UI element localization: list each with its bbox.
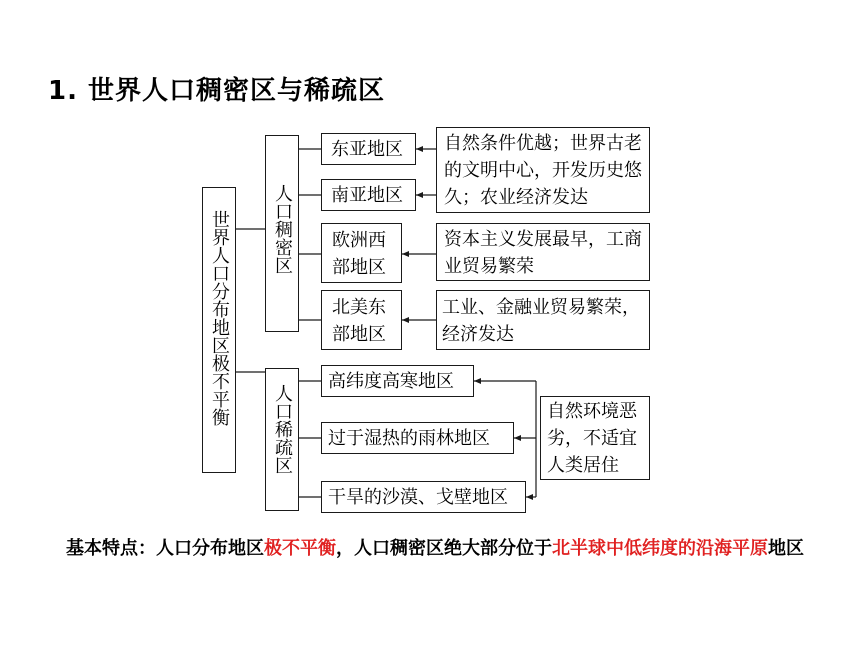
summary-prefix: 基本特点：人口分布地区 bbox=[66, 538, 264, 559]
reason-sparse bbox=[540, 396, 650, 480]
region-label: 高纬度高寒地区 bbox=[328, 371, 454, 392]
region-high-latitude bbox=[321, 365, 474, 397]
summary-text bbox=[66, 535, 836, 563]
region-eastern-north-america bbox=[321, 290, 402, 350]
dense-category-box bbox=[265, 135, 299, 332]
summary-suffix: 地区 bbox=[768, 538, 804, 559]
reason-east-south-asia bbox=[436, 127, 650, 213]
region-desert bbox=[321, 481, 526, 513]
dense-category-label: 人口稠密区 bbox=[272, 184, 293, 274]
region-label: 东亚地区 bbox=[331, 139, 403, 160]
region-label: 过于湿热的雨林地区 bbox=[328, 428, 490, 449]
region-east-asia bbox=[321, 133, 416, 165]
reason-text: 资本主义发展最早，工商业贸易繁荣 bbox=[444, 229, 642, 277]
page-title: 1. 世界人口稠密区与稀疏区 bbox=[48, 76, 386, 106]
region-south-asia bbox=[321, 179, 416, 211]
summary-highlight-unbalanced: 极不平衡 bbox=[264, 538, 336, 559]
reason-western-europe bbox=[436, 223, 650, 281]
reason-text: 工业、金融业贸易繁荣，经济发达 bbox=[442, 297, 640, 345]
region-label: 北美东部地区 bbox=[332, 297, 386, 345]
reason-text: 自然条件优越；世界古老的文明中心，开发历史悠久；农业经济发达 bbox=[444, 133, 642, 208]
sparse-category-box bbox=[265, 368, 299, 511]
region-rainforest bbox=[321, 422, 514, 454]
region-western-europe bbox=[321, 223, 402, 283]
region-label: 干旱的沙漠、戈壁地区 bbox=[328, 487, 508, 508]
region-label: 南亚地区 bbox=[331, 185, 403, 206]
summary-highlight-location: 北半球中低纬度的沿海平原 bbox=[552, 538, 768, 559]
root-label: 世界人口分布地区极不平衡 bbox=[209, 210, 230, 426]
reason-north-america bbox=[436, 290, 650, 350]
region-label: 欧洲西部地区 bbox=[332, 230, 386, 278]
reason-text: 自然环境恶劣，不适宜人类居住 bbox=[547, 401, 637, 476]
root-box bbox=[202, 187, 236, 473]
summary-middle: ，人口稠密区绝大部分位于 bbox=[336, 538, 552, 559]
sparse-category-label: 人口稀疏区 bbox=[272, 384, 293, 474]
